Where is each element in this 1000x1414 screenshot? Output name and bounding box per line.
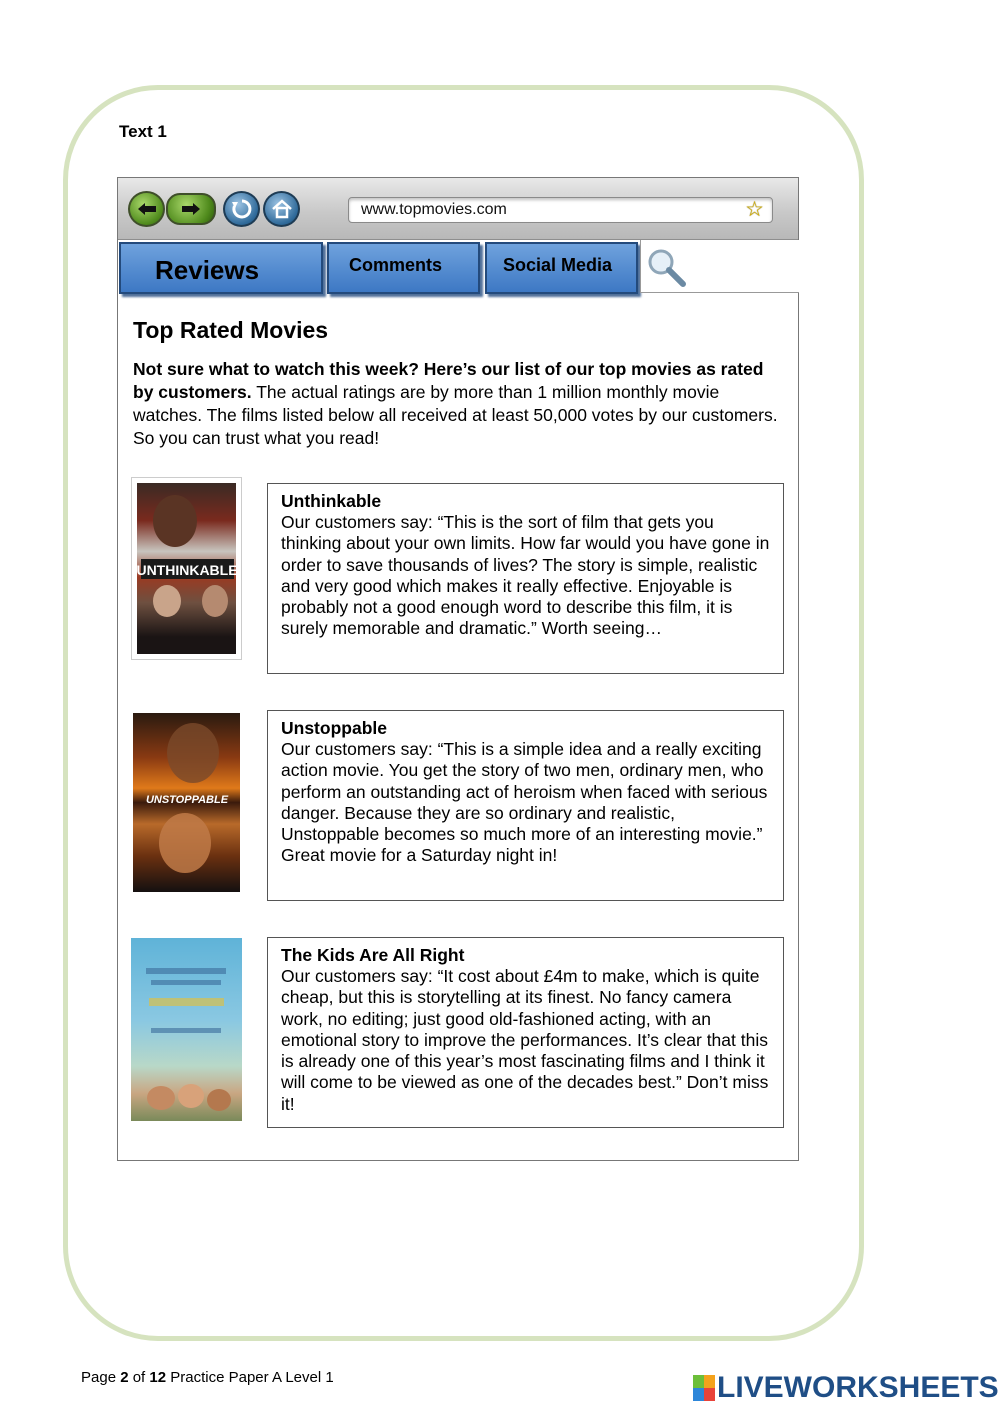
review-body: Our customers say: “It cost about £4m to make, which is quite cheap, but this is storytelling at its finest. No fancy camera work, no editing; just good old-fashioned acting, with an emotional story to improve the performances. It’s clear that this is already one of this year’s most fascinating films and I think it will come to be viewed as one of the decades best.” Don’t miss it! xyxy=(281,966,769,1114)
intro-bold: Not sure what to watch this week? Here’s our list of our top movies as rated by customers. xyxy=(133,359,764,402)
forward-arrow-icon xyxy=(181,202,201,216)
refresh-icon xyxy=(230,197,254,221)
brand-logo-icon xyxy=(693,1375,715,1401)
review-card xyxy=(267,937,784,1128)
tab-comments[interactable]: Comments xyxy=(327,242,480,294)
page-title: Top Rated Movies xyxy=(133,317,329,343)
forward-button[interactable] xyxy=(166,193,216,225)
footer-suffix: Practice Paper A Level 1 xyxy=(166,1369,334,1386)
intro-rest: The actual ratings are by more than 1 million monthly movie watches. The films listed below all received at least 50,000 votes by our customers. So you can trust what you read! xyxy=(133,382,778,448)
footer-page-total: 12 xyxy=(149,1369,167,1386)
review-title: The Kids Are All Right xyxy=(281,945,465,965)
liveworksheets-logo xyxy=(693,1371,999,1405)
review-card xyxy=(267,710,784,901)
brand-text: LIVEWORKSHEETS xyxy=(717,1371,999,1404)
back-arrow-icon xyxy=(137,202,157,216)
address-bar[interactable] xyxy=(348,197,773,223)
page-footer xyxy=(81,1369,334,1386)
svg-text:UNTHINKABLE: UNTHINKABLE xyxy=(137,562,238,578)
review-card xyxy=(267,483,784,674)
refresh-button[interactable] xyxy=(223,191,260,227)
footer-page-number: 2 xyxy=(120,1369,129,1386)
review-title: Unthinkable xyxy=(281,491,382,511)
back-button[interactable] xyxy=(128,191,165,227)
review-title: Unstoppable xyxy=(281,718,387,738)
search-icon[interactable] xyxy=(645,246,687,288)
poster-the-kids-are-all-right xyxy=(131,938,242,1121)
tab-reviews[interactable]: Reviews xyxy=(119,242,323,294)
svg-text:UNSTOPPABLE: UNSTOPPABLE xyxy=(145,794,229,806)
tab-social-media[interactable]: Social Media xyxy=(485,242,638,294)
intro-paragraph xyxy=(133,358,783,450)
poster-unthinkable xyxy=(131,477,242,660)
url-text: www.topmovies.com xyxy=(361,201,507,218)
text-label: Text 1 xyxy=(119,122,167,141)
review-body: Our customers say: “This is a simple idea and a really exciting action movie. You get the story of two men, ordinary men, who perform an outstanding act of heroism when faced with serious danger. Because they are so ordinary and realistic, Unstoppable becomes so much more of an interesting movie.” Great movie for a Saturday night in! xyxy=(281,739,768,866)
star-icon[interactable]: ☆ xyxy=(745,198,764,221)
review-body: Our customers say: “This is the sort of film that gets you thinking about your own limits. How far would you have gone in order to save thousands of lives? The story is simple, realistic and very good which makes it really effective. Enjoyable is probably not a good enough word to describe this film, it is surely memorable and dramatic.” Worth seeing… xyxy=(281,512,770,639)
footer-of: of xyxy=(128,1369,150,1386)
browser-toolbar xyxy=(118,178,798,240)
home-icon xyxy=(271,198,293,220)
poster-unstoppable xyxy=(131,711,242,894)
search-box[interactable] xyxy=(640,240,799,293)
footer-page-prefix: Page xyxy=(81,1369,121,1386)
browser-window xyxy=(117,177,799,1161)
home-button[interactable] xyxy=(263,191,300,227)
